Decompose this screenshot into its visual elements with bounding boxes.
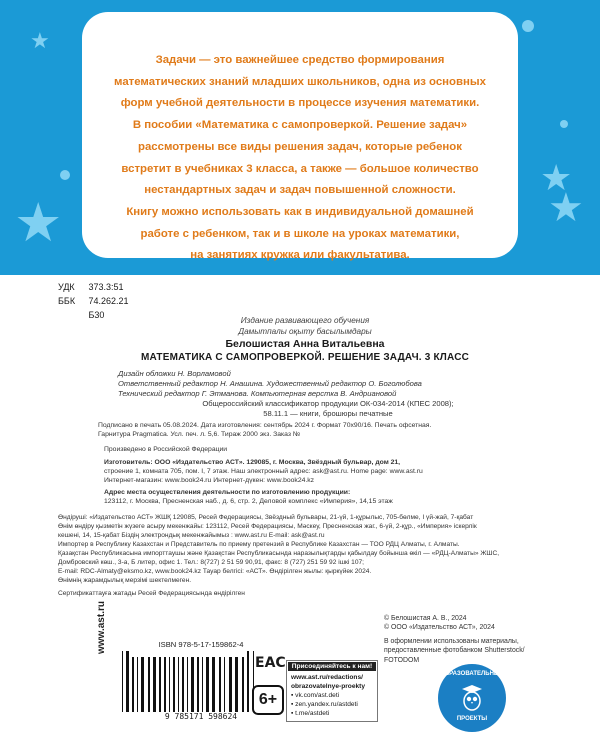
barcode-bar: [130, 657, 131, 715]
zen-link-text[interactable]: zen.yandex.ru/astdeti: [295, 701, 358, 708]
dot-icon: [522, 20, 534, 32]
barcode-bar: [204, 657, 205, 715]
manufacturer-line: Интернет-магазин: www.book24.ru Интернет-дүкен: www.book24.kz: [104, 477, 315, 485]
barcode-bar: [189, 657, 190, 715]
barcode-bar: [182, 657, 184, 715]
barcode-bar: [148, 657, 150, 715]
manufacturer-block: [104, 458, 524, 486]
star-icon: ★: [14, 193, 63, 253]
bbk-value: 74.262.21: [88, 296, 129, 306]
credit-line: Общероссийский классификатор продукции ОК-034-2014 (КПЕС 2008);: [202, 399, 454, 408]
barcode-bar: [151, 657, 152, 715]
bbk-label: ББК: [58, 296, 76, 306]
annotation-text: [100, 50, 500, 267]
print-info: [98, 421, 538, 439]
barcode-bar: [145, 657, 147, 715]
barcode-bar: [206, 657, 209, 715]
educational-projects-logo: [438, 664, 506, 732]
barcode-bar: [167, 657, 168, 715]
barcode-bar: [176, 657, 177, 715]
barcode-number: 9 785171 598624: [116, 712, 286, 721]
barcode-bar: [139, 657, 140, 715]
annotation-line: рассмотрены все виды решения задач, которые ребенок: [138, 140, 462, 153]
copyright-line: предоставленные фотобанком Shutterstock/: [384, 647, 525, 655]
copyright-line: © Белошистая А. В., 2024: [384, 615, 467, 622]
dot-icon: [560, 120, 568, 128]
kz-import-block: [58, 513, 528, 598]
barcode-bar: [247, 651, 249, 715]
annotation-line: нестандартных задач и задач повышенной сложности.: [144, 184, 456, 197]
credit-line: Технический редактор Г. Этманова. Компьютерная верстка В. Андриановой: [118, 389, 397, 398]
spine-url[interactable]: www.ast.ru: [96, 601, 107, 654]
logo-top-text: ОБРАЗОВАТЕЛЬНЫЕ: [440, 671, 504, 677]
barcode-bar: [180, 657, 181, 715]
barcode-bar: [178, 657, 179, 715]
kz-line: E-mail: RDC-Almaty@eksmo.kz, www.book24.kz Тауар белгісі: «АСТ». Өндірілген жылы: қыркүйек 2024.: [58, 568, 372, 575]
star-icon: ★: [540, 157, 573, 198]
kz-line: Қазақстан Республикасына импорттаушы және Қазақстан Республикасында наразылықтарды қабылдау бойынша өкіл — «РДЦ-Алматы» ЖШС,: [58, 550, 500, 557]
author-code: Б30: [88, 310, 105, 320]
barcode-bar: [132, 657, 134, 715]
produced-in: Произведено в Российской Федерации: [104, 446, 228, 453]
annotation-line: Книгу можно использовать как в индивидуальной домашней: [126, 205, 474, 218]
barcode-bar: [197, 657, 199, 715]
star-icon: ★: [548, 186, 584, 230]
barcode-bar: [226, 657, 228, 715]
barcode-bar: [159, 657, 161, 715]
address-line: 123112, г. Москва, Пресненская наб., д. 6, стр. 2, Деловой комплекс «Империя», 14,15 этаж: [104, 498, 393, 506]
address-line: Адрес места осуществления деятельности по изготовлению продукции:: [104, 489, 351, 496]
barcode-bar: [200, 657, 201, 715]
kz-line: Өндіруші: «Издательство АСТ» ЖШҚ 129085, Ресей Федерациясы, Звёздный бульвары, 21-үй, 1-құрылыс, 705-бөлме, I үй-жай, 7-қабат: [58, 514, 474, 521]
address-block: [104, 488, 524, 506]
barcode-bar: [235, 657, 238, 715]
star-icon: ★: [30, 28, 50, 53]
edition-type-kz: Дамытпалы оқыту басылымдары: [238, 327, 372, 336]
logo-bottom-text: ПРОЕКТЫ: [456, 716, 488, 722]
barcode-bar: [242, 657, 244, 715]
barcode-bar: [141, 657, 144, 715]
credit-line: Дизайн обложки Н. Ворламовой: [118, 369, 231, 378]
isbn-label: ISBN 978-5-17-159862-4: [158, 640, 244, 649]
barcode-bar: [124, 657, 125, 715]
barcode-bar: [245, 657, 246, 715]
barcode-bar: [216, 657, 218, 715]
kz-line: Өнім өндіру қызметін жүзеге асыру мекенжайы: 123112, Ресей Федерациясы, Мәскеу, Пресненская жаг., 6-үй, 2-құр., «Империя» іскерлік: [58, 523, 477, 530]
copyright-line: FOTODOM: [384, 656, 420, 664]
kz-line: Сертификаттауға жатады Ресей Федерациясында өндірілген: [58, 590, 245, 597]
annotation-line: встретит в учебниках 3 класса, а также — большое количество: [121, 162, 479, 175]
dot-icon: [60, 170, 70, 180]
join-site-link-2[interactable]: obrazovatelnye-proekty: [291, 683, 366, 690]
barcode-bar: [195, 657, 196, 715]
telegram-link-text[interactable]: t.me/astdeti: [295, 710, 330, 717]
udk-row: [58, 282, 124, 292]
barcode-bar: [171, 657, 172, 715]
credit-line: 58.11.1 — книги, брошюры печатные: [263, 409, 393, 418]
print-line: Гарнитура Pragmatica. Усл. печ. л. 5,6. Тираж 2000 экз. Заказ №: [98, 431, 301, 439]
barcode-bar: [126, 651, 129, 715]
barcode-bar: [169, 657, 170, 715]
annotation-line: В пособии «Математика с самопроверкой. Решение задач»: [132, 119, 468, 132]
vk-link-text[interactable]: vk.com/ast.deti: [295, 692, 340, 699]
credits-block: [118, 369, 538, 419]
barcode-bar: [153, 657, 156, 715]
kz-line: Импортер в Республику Казахстан и Представитель по приему претензий в Республике Казахстан — ТОО РДЦ Алматы, г. Алматы.: [58, 541, 460, 548]
barcode-bar: [162, 657, 163, 715]
annotation-line: математических знаний младших школьников, одна из основных: [114, 75, 486, 88]
copyright-block: [384, 614, 564, 665]
barcode-bar: [222, 657, 223, 715]
barcode-bar: [212, 657, 215, 715]
barcode-bar: [173, 657, 175, 715]
barcode-bar: [122, 651, 123, 715]
kz-line: кешені, 14, 15-қабат Біздің электрондық мекенжайымыз : www.ast.ru E-mail: ask@ast.ru: [58, 532, 325, 539]
barcode-bar: [224, 657, 225, 715]
barcode-bar: [210, 657, 211, 715]
age-rating-badge: 6+: [252, 685, 284, 715]
join-zen-link[interactable]: ▪ zen.yandex.ru/astdeti: [291, 701, 358, 708]
join-header: Присоединяйтесь к нам!: [288, 662, 376, 671]
barcode-bar: [239, 657, 241, 715]
manufacturer-line: строение 1, комната 705, пом. I, 7 этаж. Наш электронный адрес: ask@ast.ru. Home page: www.ast.ru: [104, 468, 423, 476]
annotation-line: Задачи — это важнейшее средство формирования: [155, 54, 445, 66]
barcode-bar: [157, 657, 158, 715]
book-title: МАТЕМАТИКА С САМОПРОВЕРКОЙ. РЕШЕНИЕ ЗАДАЧ. 3 КЛАСС: [140, 352, 470, 363]
bbk-row: [58, 296, 129, 306]
udk-value: 373.3:51: [88, 282, 124, 292]
barcode-bar: [219, 657, 221, 715]
eac-mark: EAC: [255, 655, 286, 671]
copyright-line: В оформлении использованы материалы,: [384, 637, 519, 645]
copyright-line: © ООО «Издательство АСТ», 2024: [384, 624, 495, 632]
barcode-bar: [229, 657, 232, 715]
manufacturer-line: Изготовитель: ООО «Издательство АСТ». 129085, г. Москва, Звёздный бульвар, дом 21,: [104, 459, 401, 466]
kz-line: Өнімнің жарамдылық мерзімі шектелмеген.: [58, 577, 192, 584]
barcode-bar: [233, 657, 234, 715]
udk-label: УДК: [58, 282, 75, 292]
barcode-bar: [191, 657, 194, 715]
join-site-link[interactable]: www.ast.ru/redactions/: [291, 674, 363, 681]
barcode-bar: [164, 657, 166, 715]
kz-line: Домбровский көш., 3-а, Б литер, офис 1. Тел.: 8(727) 2 51 59 90,91, факс: 8 (727) 251 59 92 ішкі 107;: [58, 559, 364, 566]
annotation-line: форм учебной деятельности в процессе изучения математики.: [120, 97, 480, 110]
print-line: Подписано в печать 05.08.2024. Дата изготовления: сентябрь 2024 г. Формат 70х90/16. Печать офсетная.: [98, 422, 432, 429]
annotation-line: работе с ребенком, так и в школе на уроках математики,: [140, 227, 460, 240]
owl-icon: [460, 683, 484, 711]
edition-type-ru: Издание развивающего обучения: [240, 316, 370, 325]
join-us-box: [286, 660, 378, 722]
barcode-bar: [135, 657, 136, 715]
author-name: Белошистая Анна Витальевна: [225, 338, 385, 350]
join-vk-link[interactable]: ▪ vk.com/ast.deti: [291, 692, 340, 699]
annotation-line: на занятиях кружка или факультатива.: [190, 249, 410, 262]
barcode-bar: [187, 657, 188, 715]
barcode-bar: [202, 657, 203, 715]
credit-line: Ответственный редактор Н. Анашина. Художественный редактор О. Боголюбова: [118, 379, 422, 388]
barcode-bar: [185, 657, 186, 715]
join-telegram-link[interactable]: ▪ t.me/astdeti: [291, 710, 330, 717]
barcode-bar: [137, 657, 138, 715]
